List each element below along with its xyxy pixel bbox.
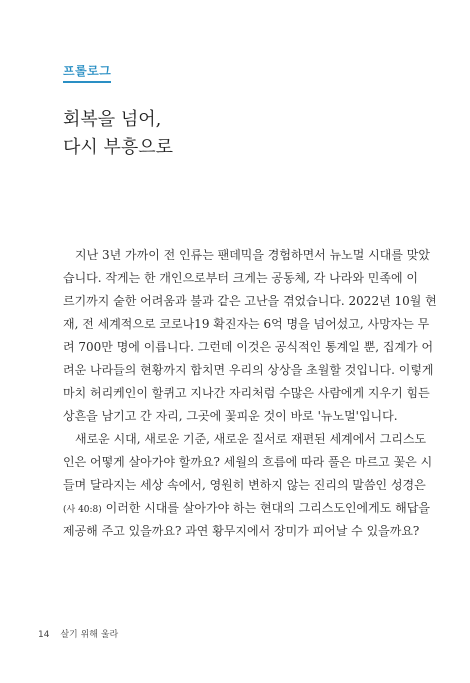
chapter-title xyxy=(63,106,173,162)
text-line: 재, 전 세계적으로 코로나19 확진자는 6억 명을 넘어섰고, 사망자는 무 xyxy=(63,317,430,331)
running-book-title: 살기 위해 울라 xyxy=(60,630,119,640)
section-label: 프롤로그 xyxy=(63,62,111,83)
text-line: 상흔을 남기고 간 자리, 그곳에 꽃피운 것이 바로 '뉴노멀'입니다. xyxy=(63,409,398,423)
chapter-title-line-1: 회복을 넘어, xyxy=(63,109,162,130)
page-number: 14 xyxy=(38,630,50,640)
text-fragment: 이러한 시대를 살아가야 하는 현대의 그리스도인에게도 해답을 xyxy=(105,501,430,515)
text-line: 습니다. 작게는 한 개인으로부터 크게는 공동체, 각 나라와 민족에 이 xyxy=(63,271,418,285)
text-line: 새로운 시대, 새로운 기준, 새로운 질서로 재편된 세계에서 그리스도 xyxy=(75,432,427,446)
chapter-title-line-2: 다시 부흥으로 xyxy=(63,137,174,158)
text-line: 제공해 주고 있을까요? 과연 황무지에서 장미가 피어날 수 있을까요? xyxy=(63,524,420,538)
text-line: 인은 어떻게 살아가야 할까요? 세월의 흐름에 따라 풀은 마르고 꽃은 시 xyxy=(63,455,433,469)
body-text xyxy=(63,244,437,543)
scripture-reference: (사 40:8) xyxy=(63,505,102,515)
text-line: 마치 허리케인이 할퀴고 지나간 자리처럼 수많은 사람에게 지우기 힘든 xyxy=(63,386,430,400)
text-line xyxy=(63,497,430,520)
text-line: 려운 나라들의 현황까지 합치면 우리의 상상을 초월할 것입니다. 이렇게 xyxy=(63,363,434,377)
text-line: 들며 달라지는 세상 속에서, 영원히 변하지 않는 진리의 말씀인 성경은 xyxy=(63,478,426,492)
text-line: 려 700만 명에 이릅니다. 그런데 이것은 공식적인 통계일 뿐, 집계가 어 xyxy=(63,340,434,354)
text-line: 르기까지 숱한 어려움과 불과 같은 고난을 겪었습니다. 2022년 10월 현 xyxy=(63,294,437,308)
text-line: 지난 3년 가까이 전 인류는 팬데믹을 경험하면서 뉴노멀 시대를 맞았 xyxy=(75,248,430,262)
page-footer xyxy=(38,627,118,640)
